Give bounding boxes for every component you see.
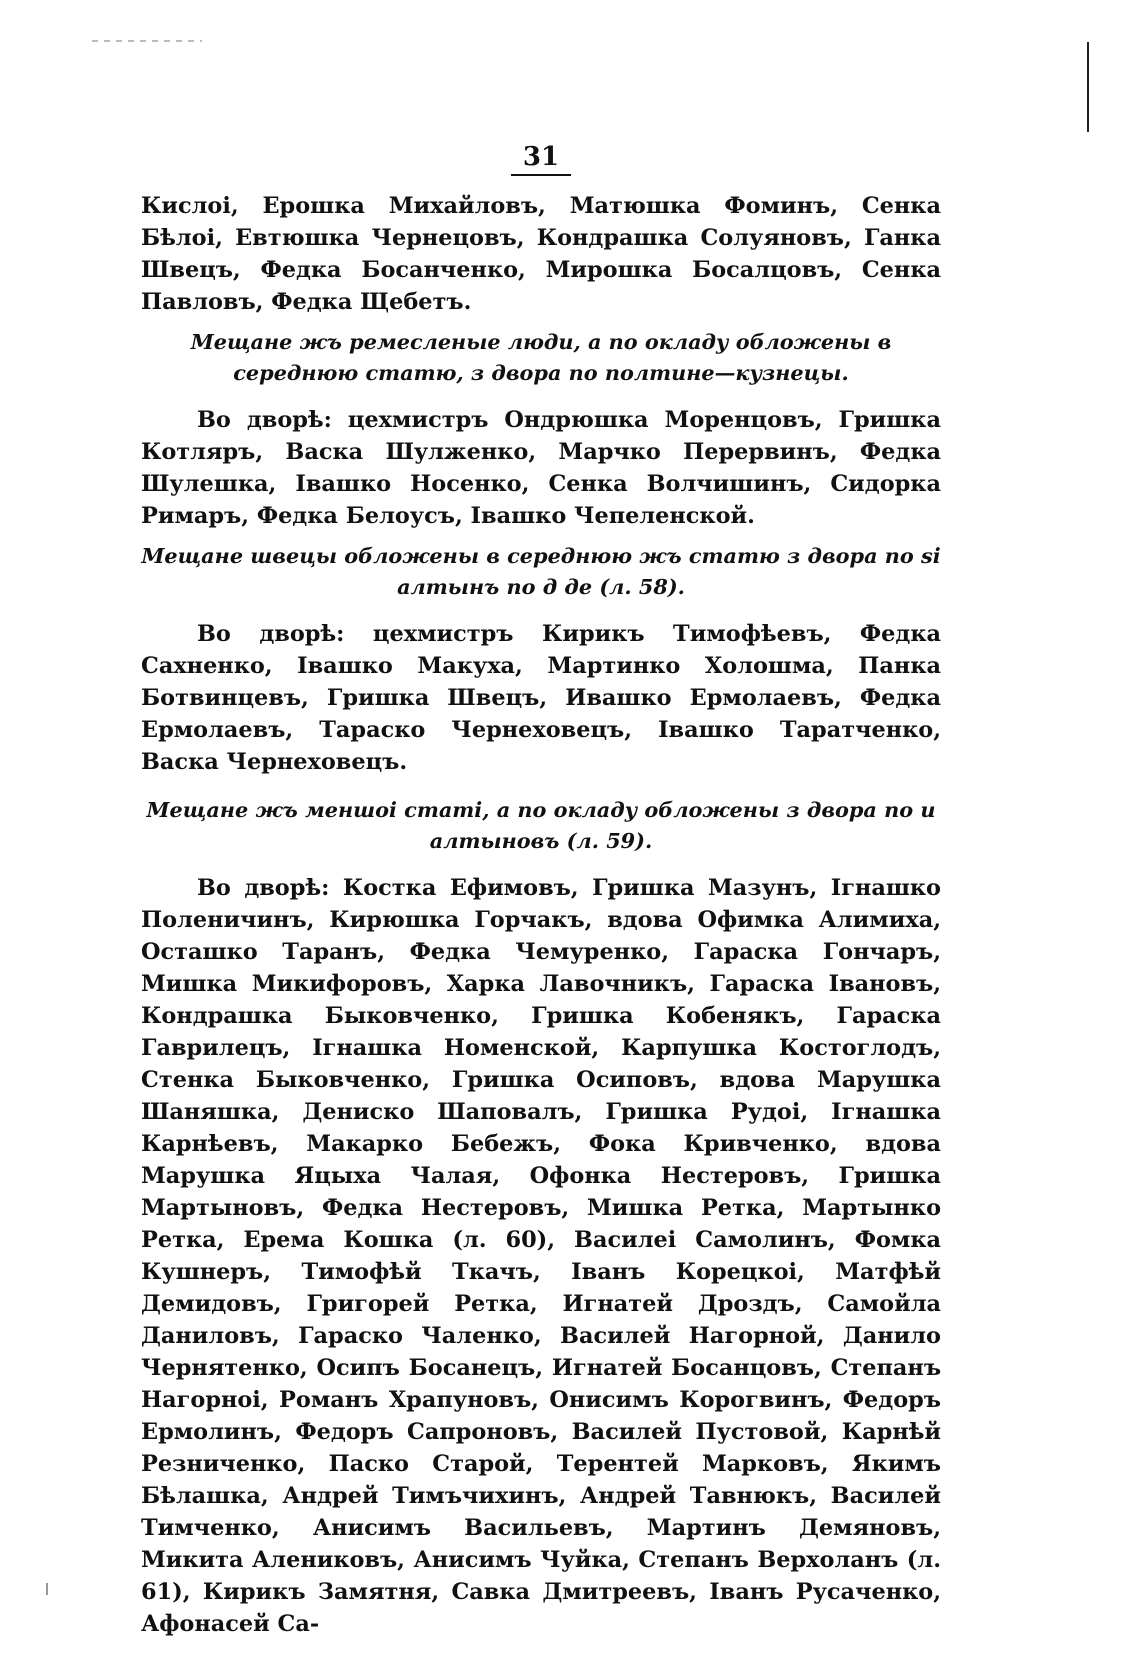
scan-artifact-right <box>1087 42 1089 132</box>
document-page <box>141 142 941 1640</box>
page-number: 31 <box>141 142 941 176</box>
paragraph-continued: Кислоі, Ерошка Михайловъ, Матюшка Фоминъ, Сенка Бѣлоі, Евтюшка Чернецовъ, Кондрашка Солуяновъ, Ганка Швецъ, Федка Босанченко, Мирошка Босалцовъ, Сенка Павловъ, Федка Щебетъ. <box>141 193 941 315</box>
paragraph-tailors-yard: Во дворѣ: цехмистръ Кирикъ Тимофѣевъ, Федка Сахненко, Івашко Макуха, Мартинко Холошма, Панка Ботвинцевъ, Гришка Швецъ, Ивашко Ермолаевъ, Федка Ермолаевъ, Тараско Чернеховецъ, Івашко Таратченко, Васка Чернеховецъ. <box>141 621 941 775</box>
scan-artifact-top <box>92 40 202 42</box>
paragraph-smiths-yard: Во дворѣ: цехмистръ Ондрюшка Моренцовъ, Гришка Котляръ, Васка Шулженко, Марчко Перервинъ, Федка Шулешка, Івашко Носенко, Сенка Волчишинъ, Сидорка Римаръ, Федка Белоусъ, Івашко Чепеленской. <box>141 407 941 529</box>
scan-artifact-left <box>46 1583 48 1595</box>
paragraph-lesser-yard: Во дворѣ: Костка Ефимовъ, Гришка Мазунъ, Ігнашко Поленичинъ, Кирюшка Горчакъ, вдова Офимка Алимиха, Осташко Таранъ, Федка Чемуренко, Гараска Гончаръ, Мишка Микифоровъ, Харка Лавочникъ, Гараска Івановъ, Кондрашка Быковченко, Гришка Кобенякъ, Гараска Гаврилецъ, Ігнашка Номенской, Карпушка Костоглодъ, Стенка Быковченко, Гришка Осиповъ, вдова Марушка Шаняшка, Дениско Шаповалъ, Гришка Рудоі, Ігнашка Карнѣевъ, Макарко Бебежъ, Фока Кривченко, вдова Марушка Яцыха Чалая, Офонка Нестеровъ, Гришка Мартыновъ, Федка Нестеровъ, Мишка Ретка, Мартынко Ретка, Ерема Кошка (л. 60), Василеі Самолинъ, Фомка Кушнеръ, Тимофѣй Ткачъ, Іванъ Корецкоі, Матфѣй Демидовъ, Григорей Ретка, Игнатей Дроздъ, Самойла Даниловъ, Гараско Чаленко, Василей Нагорной, Данило Чернятенко, Осипъ Босанецъ, Игнатей Босанцовъ, Степанъ Нагорноі, Романъ Храпуновъ, Онисимъ Корогвинъ, Федоръ Ермолинъ, Федоръ Сапроновъ, Василей Пустовой, Карнѣй Резниченко, Паско Старой, Терентей Марковъ, Якимъ Бѣлашка, Андрей Тимъчихинъ, Андрей Тавнюкъ, Василей Тимченко, Анисимъ Васильевъ, Мартинъ Демяновъ, Микита Алениковъ, Анисимъ Чуйка, Степанъ Верхоланъ (л. 61), Кирикъ Замятня, Савка Дмитреевъ, Іванъ Русаченко, Афонасей Са- <box>141 875 941 1637</box>
section-heading-tailors: Мещане швецы обложены в середнюю жъ статю з двора по ѕі алтынъ по д де (л. 58). <box>141 543 941 599</box>
section-heading-smiths: Мещане жъ ремесленые люди, а по окладу обложены в середнюю статю, з двора по полтине—кузнецы. <box>190 329 892 385</box>
section-heading-lesser: Мещане жъ меншоі статі, а по окладу обложены з двора по и алтыновъ (л. 59). <box>146 797 936 853</box>
